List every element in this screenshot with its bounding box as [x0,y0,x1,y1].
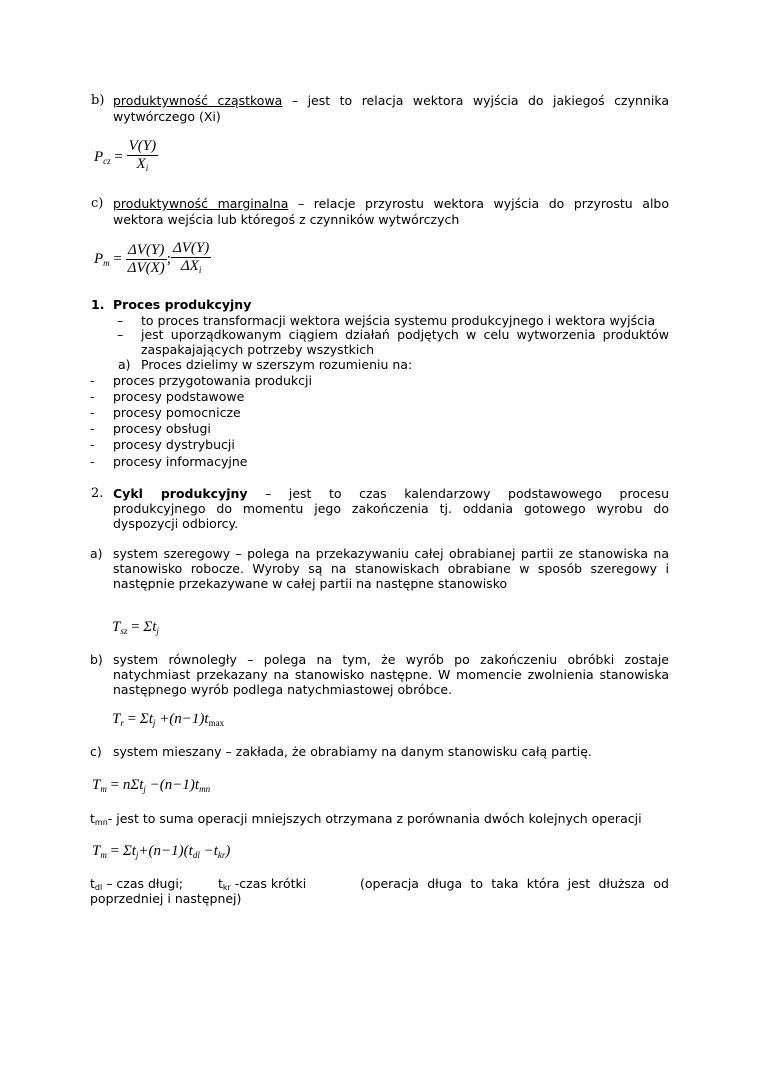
section-b-line1-rest: – jest to relacja wektora wyjścia do jakiegoś czynnika [282,93,669,108]
formula-pcz [94,138,158,177]
formula-tm2-lhs-sub: m [100,850,107,860]
formula-tr-a: Σt [139,711,153,727]
list-dash-1: - [90,373,95,388]
proces-dash-item-2-cont: zaspakajających potrzeby wszystkich [141,342,375,357]
formula-pcz-lhs: P [94,148,104,165]
sys-c-text: system mieszany – zakłada, że obrabiamy na danym stanowisku całą partię. [113,744,592,759]
cykl-line2: produkcyjnego do momentu jego zakończenia tj. oddania gotowego wyrobu do [113,501,669,516]
formula-tm2 [92,842,230,864]
proces-sub-a-text: Proces dzielimy w szerszym rozumieniu na: [141,357,413,372]
tkr-note-sym: t [218,876,223,891]
formula-tr-b: +(n−1)t [159,711,209,727]
section-c-line1-rest: – relacje przyrostu wektora wyjścia do przyrostu albo [288,196,670,211]
sys-a-line2: stanowisko robocze. Wyroby są na stanowiskach obrabiane w sposób szeregowy i [113,561,669,576]
formula-tsz [112,618,159,640]
section-c-label: c) [91,196,104,211]
formula-pm-den2-x: ΔX [180,258,199,274]
formula-tm2-a-sub: j [135,850,139,860]
cykl-line3: dyspozycji odbiorcy. [113,516,239,531]
tmn-note-sym: t [90,811,95,826]
list-item: procesy obsługi [113,421,211,436]
section-b-line2: wytwórczego (Xi) [113,109,221,124]
cykl-line1-rest: – jest to czas kalendarzowy podstawowego procesu [247,486,669,501]
formula-pm-fraction-2 [171,240,211,279]
cykl-title: Cykl produkcyjny [113,486,248,501]
tdl-note-paren: (operacja długa to taka która jest dłuższa od [360,876,669,891]
formula-tr-lhs: T [112,711,121,727]
formula-pm-fraction-1 [126,242,167,277]
formula-tr-b-sub: max [208,718,225,728]
cykl-line1 [113,486,669,502]
sys-a-line3: następnie przekazywane w całej partii na następne stanowisko [113,576,508,591]
formula-pcz-fraction [127,138,159,177]
formula-tm1-a: nΣt [122,777,144,793]
formula-pcz-den-sub: i [145,163,149,173]
formula-tm1-b-sub: mn [199,784,211,794]
formula-pm-den1: ΔV(X) [127,260,165,276]
tdl-note-text1: – czas długi; [102,876,184,891]
tmn-note-sym-sub: mn [94,818,108,827]
formula-tm2-c: −t [203,843,218,859]
formula-tr-eq: = [127,711,137,727]
formula-pcz-den [127,155,159,177]
formula-pcz-den-x: X [136,156,146,172]
tdl-note-sym1-sub: dl [94,883,103,892]
proces-dash-item-1: to proces transformacji wektora wejścia systemu produkcyjnego i wektora wyjścia [141,313,656,328]
formula-tm1-lhs-sub: m [100,784,107,794]
formula-pm-den2-sub: i [198,265,202,275]
list-dash-3: - [90,405,95,420]
tkr-note-text: -czas krótki [230,876,307,891]
formula-tm1-a-sub: j [143,784,146,794]
formula-tr-a-sub: j [152,718,156,728]
formula-tm1-eq: = [110,777,120,793]
formula-pm-lhs-sub: m [103,257,110,268]
formula-tsz-rhs-sub: j [156,626,159,636]
tdl-note-sym1: t [90,876,95,891]
section-b-term: produktywność cząstkowa [113,93,283,108]
sys-b-line1: system równoległy – polega na tym, że wyrób po zakończeniu obróbki zostaje [113,652,669,667]
formula-pm-lhs: P [94,250,104,267]
list-dash-4: - [90,421,95,436]
formula-tm2-lhs: T [92,843,101,859]
list-item: procesy dystrybucji [113,437,235,452]
section-c-line1 [113,196,669,212]
list-item: procesy podstawowe [113,389,245,404]
formula-tr-lhs-sub: r [120,718,124,728]
list-item: procesy pomocnicze [113,405,241,420]
sys-a-line1: system szeregowy – polega na przekazywaniu całej obrabianej partii ze stanowiska na [113,546,669,561]
section-c-term: produktywność marginalna [113,196,289,211]
sys-b-label: b) [90,652,103,667]
formula-tm1-b: −(n−1)t [149,777,200,793]
tmn-note-text: - jest to suma operacji mniejszych otrzymana z porównania dwóch kolejnych operacji [107,811,642,826]
formula-pm-num1: ΔV(Y) [128,242,165,258]
proces-sub-a-label: a) [118,357,131,372]
tdl-note-line2: poprzedniej i następnej) [90,891,242,906]
formula-tr [112,710,224,732]
sys-b-line3: następnego wyrób podlega natychmiastowej obróbce. [113,682,453,697]
formula-pm-num2: ΔV(Y) [172,240,210,256]
formula-tm2-a: Σt [122,843,136,859]
formula-tsz-lhs-sub: sz [120,626,128,636]
list-item: procesy informacyjne [113,454,248,469]
list-dash-2: - [90,389,95,404]
formula-tm2-b-sub: dl [192,850,200,860]
formula-pm-sep: ; [166,250,171,267]
sys-c-label: c) [90,744,102,759]
formula-pm [94,240,211,279]
formula-tm2-b: +(n−1)(t [138,843,193,859]
cykl-number: 2. [91,486,104,501]
proces-number: 1. [91,297,105,312]
list-dash-6: - [90,454,95,469]
section-c-line2: wektora wejścia lub któregoś z czynników wytwórczych [113,212,460,227]
section-b-line1 [113,93,669,109]
proces-dash-2-marker: – [117,327,124,342]
formula-pm-eq: = [113,250,122,267]
list-item: proces przygotowania produkcji [113,373,312,388]
sys-b-line2: natychmiast przekazany na stanowisko następne. W momencie zwolnienia stanowiska [113,667,669,682]
formula-tsz-rhs: Σt [143,619,157,635]
proces-dash-1-marker: – [117,313,124,328]
formula-pcz-eq: = [114,148,123,165]
formula-pm-den2 [171,257,211,279]
proces-title: Proces produkcyjny [113,297,252,312]
formula-tm2-c-sub: kr [217,850,226,860]
tkr-note-sym-sub: kr [222,883,231,892]
formula-pcz-num: V(Y) [128,138,157,154]
formula-tsz-lhs: T [112,619,121,635]
tmn-note [90,811,642,831]
formula-tm2-d: ) [225,843,231,859]
formula-tm2-eq: = [110,843,120,859]
list-dash-5: - [90,437,95,452]
formula-tsz-eq: = [131,619,140,635]
formula-tm1-lhs: T [92,777,101,793]
section-b-label: b) [91,93,105,108]
sys-a-label: a) [90,546,103,561]
formula-pcz-lhs-sub: cz [103,155,111,166]
proces-dash-item-2: jest uporządkowanym ciągiem działań podjętych w celu wytworzenia produktów [141,327,669,342]
formula-tm1 [92,776,210,798]
